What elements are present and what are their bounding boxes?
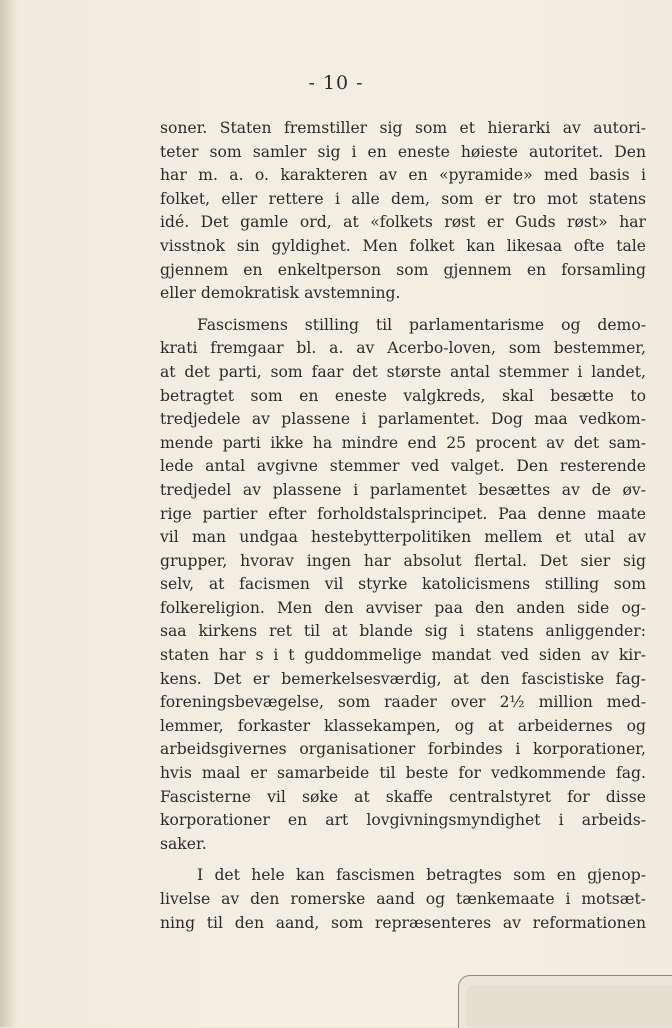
text-line: saa kirkens ret til at blande sig i statens anliggender: <box>160 622 646 641</box>
text-line: kens. Det er bemerkelsesværdig, at den fascistiske fag- <box>160 669 646 688</box>
text-line: arbeidsgivernes organisationer forbindes i korporationer, <box>160 740 646 759</box>
text-line: lede antal avgivne stemmer ved valget. Den resterende <box>160 457 646 476</box>
text-line: idé. Det gamle ord, at «folkets røst er Guds røst» har <box>160 213 646 232</box>
text-line: saker. <box>160 834 207 853</box>
text-line: I det hele kan fascismen betragtes som en gjenop- <box>197 866 646 885</box>
text-line: har m. a. o. karakteren av en «pyramide» med basis i <box>160 166 646 185</box>
text-line: Fascismens stilling til parlamentarisme og demo- <box>197 315 646 334</box>
text-line: staten har s i t guddommelige mandat ved siden av kir- <box>160 646 646 665</box>
text-line: ning til den aand, som repræsenteres av reformationen <box>160 913 646 932</box>
text-line: korporationer en art lovgivningsmyndighet i arbeids- <box>160 811 646 830</box>
body-text <box>160 117 646 935</box>
text-line: grupper, hvorav ingen har absolut flertal. Det sier sig <box>160 551 646 570</box>
text-line: betragtet som en eneste valgkreds, skal besætte to <box>160 386 646 405</box>
text-line: at det parti, som faar det største antal stemmer i landet, <box>160 362 646 381</box>
paragraph-gap <box>160 856 646 864</box>
text-line: selv, at facismen vil styrke katolicismens stilling som <box>160 575 646 594</box>
text-line: gjennem en enkeltperson som gjennem en forsamling <box>160 260 646 279</box>
text-line: tredjedel av plassene i parlamentet besættes av de øv- <box>160 480 646 499</box>
text-line: vil man undgaa hestebytterpolitiken mellem et utal av <box>160 528 646 547</box>
text-line: hvis maal er samarbeide til beste for vedkommende fag. <box>160 764 646 783</box>
page-number: - 10 - <box>308 72 364 94</box>
text-line: rige partier efter forholdstalsprincipet. Paa denne maate <box>160 504 646 523</box>
paragraph-3 <box>160 864 646 935</box>
text-line: mende parti ikke ha mindre end 25 procent av det sam- <box>160 433 646 452</box>
text-line: Fascisterne vil søke at skaffe centralstyret for disse <box>160 787 646 806</box>
paragraph-2 <box>160 314 646 857</box>
text-line: soner. Staten fremstiller sig som et hierarki av autori- <box>160 119 646 137</box>
paragraph-gap <box>160 306 646 314</box>
text-line: folkereligion. Men den avviser paa den anden side og- <box>160 598 646 617</box>
scan-edge-artifact-inner <box>466 985 672 1027</box>
page-binding-edge <box>0 0 16 1027</box>
text-line: teter som samler sig i en eneste høieste autoritet. Den <box>160 142 646 161</box>
text-line: livelse av den romerske aand og tænkemaate i motsæt- <box>160 890 646 908</box>
text-line: krati fremgaar bl. a. av Acerbo-loven, som bestemmer, <box>160 339 646 358</box>
text-line: folket, eller rettere i alle dem, som er tro mot statens <box>160 189 646 208</box>
text-line: foreningsbevægelse, som raader over 2½ million med- <box>160 693 646 712</box>
text-line: visstnok sin gyldighet. Men folket kan likesaa ofte tale <box>160 236 646 255</box>
text-line: tredjedele av plassene i parlamentet. Dog maa vedkom- <box>160 410 646 429</box>
paragraph-1 <box>160 117 646 306</box>
text-line: lemmer, forkaster klassekampen, og at arbeidernes og <box>160 716 646 735</box>
text-line: eller demokratisk avstemning. <box>160 284 401 303</box>
